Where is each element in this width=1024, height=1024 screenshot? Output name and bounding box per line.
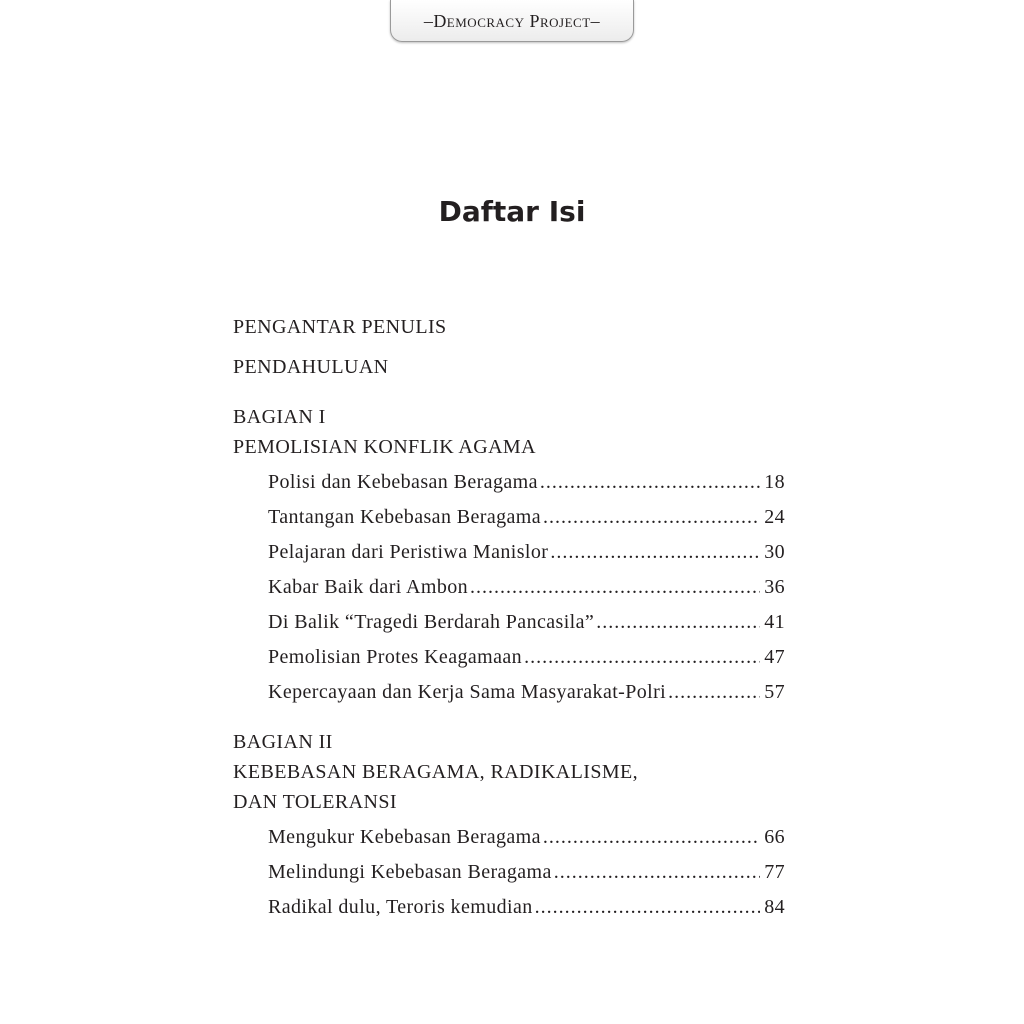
- bagian-1-title: PEMOLISIAN KONFLIK AGAMA: [233, 436, 536, 458]
- dot-leader: [524, 646, 760, 669]
- page-title: Daftar Isi: [438, 195, 586, 228]
- dot-leader: [668, 681, 760, 704]
- toc-entry-page: 30: [764, 541, 785, 563]
- toc-pendahuluan: PENDAHULUAN: [233, 356, 389, 378]
- toc-entry: [268, 646, 785, 669]
- bagian-2-title-line2: DAN TOLERANSI: [233, 791, 397, 813]
- toc-entry: [268, 576, 785, 599]
- dot-leader: [554, 861, 760, 884]
- dot-leader: [540, 471, 760, 494]
- toc-entry-title: Radikal dulu, Teroris kemudian: [268, 896, 533, 918]
- dot-leader: [596, 611, 760, 634]
- toc-entry: [268, 506, 785, 529]
- toc-entry-page: 84: [764, 896, 785, 918]
- toc-entry: [268, 896, 785, 919]
- toc-entry: [268, 681, 785, 704]
- toc-entry-title: Tantangan Kebebasan Beragama: [268, 506, 542, 528]
- bagian-2-label: BAGIAN II: [233, 731, 333, 753]
- toc-entry: [268, 611, 785, 634]
- toc-entry-title: Pelajaran dari Peristiwa Manislor: [268, 541, 549, 563]
- toc-entry-title: Di Balik “Tragedi Berdarah Pancasila”: [268, 611, 595, 633]
- toc-entry-title: Mengukur Kebebasan Beragama: [268, 826, 541, 848]
- toc-entry-title: Polisi dan Kebebasan Beragama: [268, 471, 538, 493]
- toc-pengantar: PENGANTAR PENULIS: [233, 316, 447, 338]
- toc-entry-page: 77: [764, 861, 785, 883]
- dot-leader: [543, 826, 760, 849]
- toc-entry-page: 47: [764, 646, 785, 668]
- toc-entry: [268, 861, 785, 884]
- toc-entry-title: Kepercayaan dan Kerja Sama Masyarakat-Polri: [268, 681, 667, 703]
- toc-entry-page: 18: [764, 471, 785, 493]
- toc-entry-page: 66: [764, 826, 785, 848]
- dot-leader: [535, 896, 761, 919]
- toc-entry-title: Kabar Baik dari Ambon: [268, 576, 469, 598]
- dot-leader: [543, 506, 760, 529]
- toc-entry-page: 41: [764, 611, 785, 633]
- toc-entry-title: Melindungi Kebebasan Beragama: [268, 861, 552, 883]
- dot-leader: [550, 541, 760, 564]
- toc-entry: [268, 541, 785, 564]
- toc-entry: [268, 826, 785, 849]
- toc-entry-title: Pemolisian Protes Keagamaan: [268, 646, 523, 668]
- toc-entry: [268, 471, 785, 494]
- toc-entry-page: 57: [764, 681, 785, 703]
- toc-entry-page: 24: [764, 506, 785, 528]
- running-header: [390, 0, 634, 42]
- running-header-label: –Democracy Project–: [423, 11, 601, 31]
- bagian-2-title-line1: KEBEBASAN BERAGAMA, RADIKALISME,: [233, 761, 639, 783]
- dot-leader: [470, 576, 760, 599]
- bagian-1-label: BAGIAN I: [233, 406, 326, 428]
- toc-entry-page: 36: [764, 576, 785, 598]
